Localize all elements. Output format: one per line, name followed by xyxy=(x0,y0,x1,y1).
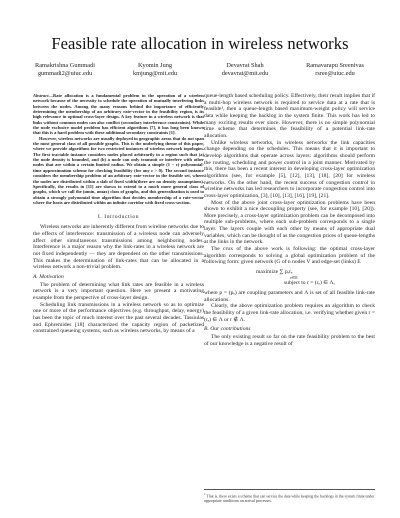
body-paragraph: where p = (pₑ) are coupling parameters and Λ is set of all feasible link-rate allocations. xyxy=(204,290,375,303)
author-block xyxy=(20,62,110,78)
body-paragraph: The crux of the above work is following: the optimal cross-layer algorithm corresponds to solving a global optimization problem of the following form: given network (G of n nodes V and edge-set (links) E xyxy=(204,246,375,266)
abstract-text: However, wireless networks are usually deployed in geographic areas that do not span the most general class of all possible graphs. This is the underlying theme of this paper, where we provide algorithms for two restricted instances of wireless network topologies. The first tractable instance considers nodes placed arbitrarily in a region such that (a) the node density is bounded, and (b) a node can only transmit or interfere with other nodes that are within a certain limited radius. We obtain a simple (1 − ε) polynomial-time approximation scheme for checking feasibility (for any ε > 0). The second instance considers the membership problem of an arbitrary rate-vector in the feasible set, where the nodes are distributed within a slab of fixed width(there are no density assumptions). Specifically, the results in [11] are shown to extend to a much more general class of graphs, which we call the (αmin, αmax) class of graphs, and this generalization is used to obtain a strongly polynomial time algorithm that decides membership of a rate-vector where the hosts are distributed within an infinite corridor with fixed cross-section. xyxy=(33,135,204,205)
author-block xyxy=(290,62,380,78)
author-email: kmjung@mit.edu xyxy=(132,70,178,77)
body-paragraph: Wireless networks are inherently different from wireline networks due to the effects of interference: transmission of a wireless node can adversely affect other simultaneous transmissions among neighboring nodes. Interference is a major reason why the link-rates in a wireless network are not fixed independently — they are dependent on the other transmissions. This makes the determination of link-rates that can be allocated in a wireless network a non-trivial problem. xyxy=(33,224,204,271)
author-email: gummadi2@uiuc.edu xyxy=(37,70,93,77)
subsection-heading: A. Motivation xyxy=(33,273,64,280)
equation-constraint: subject to r = (rₑ) ∈ Λ, xyxy=(284,280,335,287)
author-name: Ramavarapu Sreenivas xyxy=(306,62,364,69)
author-email: devavrat@mit.edu xyxy=(221,70,269,77)
abstract-text: Rate allocation is a fundamental problem in the operation of a wireless network because of the necessity to schedule the operation of mutually interfering links between the nodes. Among the many reasons behind the importance of efficiently determining the membership of an arbitrary rate-vector in the feasibility region, is its high relevance in optimal cross-layer design. A key feature in a wireless network is that links without common nodes can also conflict (secondary interference constraints). While the node exclusive model problem has efficient algorithms [7], it has long been known that this is a hard problem with these additional secondary constraints [1]. xyxy=(33,93,204,136)
body-paragraph: The only existing result so far on the rate feasibility problem to the best of our knowledge is a negative result of xyxy=(204,334,375,347)
abstract-lead: Abstract— xyxy=(33,93,54,98)
optimization-equation xyxy=(204,269,375,287)
section-heading: I. Introduction xyxy=(97,214,140,221)
author-email: rsree@uiuc.edu xyxy=(315,70,355,77)
equation-subscript: e∈E xyxy=(290,275,298,281)
right-column xyxy=(204,93,375,348)
author-list xyxy=(20,62,380,78)
author-block xyxy=(110,62,200,78)
footnote-text: That is, there exists a scheme that can service the data while keeping the backlogs in the system finite under appropriate conditions on arrival processes. xyxy=(204,494,375,503)
abstract-paragraph xyxy=(33,136,204,205)
body-paragraph: The problem of determining what link rates are feasible in a wireless network is a very important question. Here we present a motivating example from the perspective of cross-layer design. xyxy=(33,281,204,302)
author-block xyxy=(200,62,290,78)
footnote xyxy=(204,489,375,503)
body-paragraph: Clearly, the above optimization problem requires an algorithm to check the feasibility of a given link-rate allocation, i.e. verifying whether given r = (rₑ) ∈ Λ or r ∉ Λ. xyxy=(204,303,375,323)
equation-objective: maximize ∑ pₑrₑ xyxy=(256,269,293,276)
abstract-paragraph xyxy=(33,93,204,136)
subsection-heading: B. Our contributions xyxy=(204,326,251,333)
paper-title: Feasible rate allocation in wireless networks xyxy=(51,34,349,53)
body-paragraph: queue-length based scheduling policy. Effectively, their result implies that if a multi-hop wireless network is required to service data at a rate that is feasible¹, then a queue-length based maximum-weight policy will service data while keeping the backlog in the system finite. This work has led to many exciting results ever since. However, there is no simple polynomial time scheme that determines the feasibility of a potential link-rate allocation. xyxy=(204,93,375,139)
body-paragraph: Most of the above joint cross-layer optimization problems have been shown to exhibit a nice decoupling property (see, for example [10], [20]). More precisely, a cross-layer optimization problem can be decomposed into multiple sub-problems, where each sub-problem corresponds to a single layer. The layers couple with each other by means of appropriate dual variables, which can be thought of as the congestion prices of queue-lengths at the links in the network. xyxy=(204,199,375,246)
author-name: Ramakrishna Gummadi xyxy=(35,62,95,69)
footnote-mark: 1 xyxy=(204,492,206,496)
left-column xyxy=(33,93,204,335)
body-paragraph: Unlike wireless networks, in wireless networks the link capacities change depending on the schedules. This means that it is important to develop algorithms that operate across layers: algorithms should perform the routing, scheduling and power control in a joint manner. Motivated by this, there has been a recent interest in developing cross-layer optimization algorithms (see, for example [5], [12], [13], [18], [20] for wireless networks. On the other hand, the recent success of congestion control in wireline networks has led researchers to incorporate congestion control into cross-layer optimization, [3], [10], [13], [16], [19], [21]. xyxy=(204,139,375,199)
body-paragraph: Scheduling link transmissions in a wireless network so as to optimize one or more of the performance objectives (e.g. throughput, delay, energy) has been the topic of much interest over the past several decades. Tassiulas and Ephremides [18] characterized the capacity region of packetized constrained queueing systems, such as wireless networks, by means of a xyxy=(33,301,204,335)
author-name: Kyomin Jung xyxy=(137,62,173,69)
author-name: Devavrat Shah xyxy=(226,62,264,69)
